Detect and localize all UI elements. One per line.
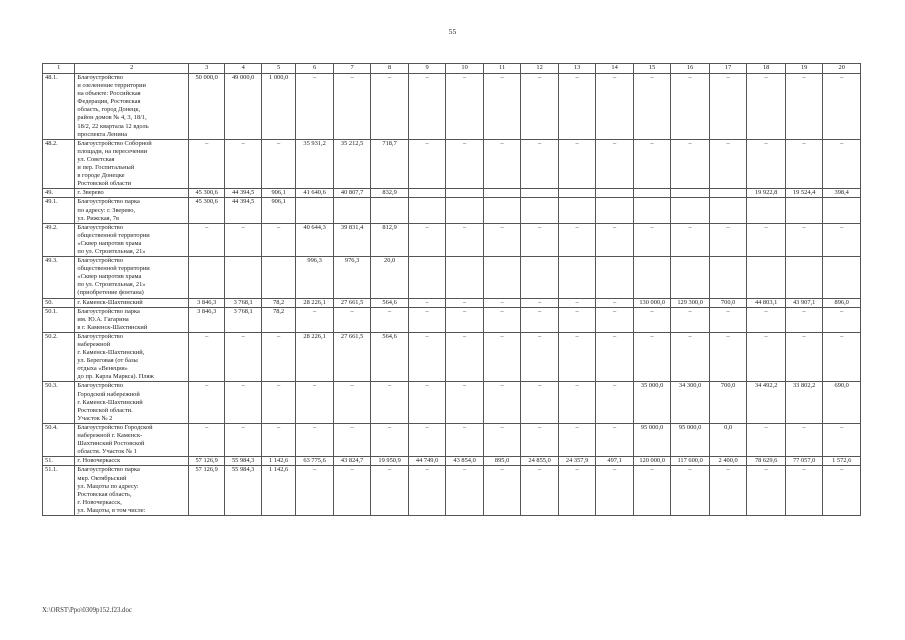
value-cell: – <box>709 74 747 140</box>
table-row <box>43 257 861 298</box>
value-cell: – <box>483 307 521 332</box>
value-cell: – <box>747 223 786 256</box>
row-number-cell: 50.3. <box>43 382 75 423</box>
table-row <box>43 198 861 223</box>
value-cell: 19 950,9 <box>371 457 409 466</box>
value-cell: – <box>671 223 710 256</box>
value-cell: – <box>446 423 484 456</box>
table-row <box>43 74 861 140</box>
value-cell: – <box>261 223 295 256</box>
value-cell: – <box>296 307 334 332</box>
value-cell: – <box>671 307 710 332</box>
row-name-cell: Благоустройство парка им. Ю.А. Гагарина в г. Каменск-Шахтинский <box>75 307 189 332</box>
row-name-cell: г. Зверево <box>75 189 189 198</box>
value-cell: – <box>446 139 484 189</box>
value-cell: – <box>596 332 634 382</box>
column-header: 2 <box>75 64 189 74</box>
value-cell: 906,1 <box>261 198 295 223</box>
value-cell: 44 394,5 <box>225 189 261 198</box>
value-cell: – <box>558 139 596 189</box>
value-cell: 2 400,0 <box>709 457 747 466</box>
value-cell: – <box>446 332 484 382</box>
value-cell <box>558 257 596 298</box>
value-cell: 40 807,7 <box>333 189 371 198</box>
value-cell: – <box>483 74 521 140</box>
value-cell: 3 846,3 <box>188 298 224 307</box>
column-header: 17 <box>709 64 747 74</box>
value-cell: – <box>483 332 521 382</box>
value-cell: – <box>747 74 786 140</box>
row-number-cell: 49. <box>43 189 75 198</box>
value-cell <box>408 257 446 298</box>
value-cell <box>408 198 446 223</box>
value-cell: 35 000,0 <box>633 382 671 423</box>
column-header: 15 <box>633 64 671 74</box>
value-cell <box>483 189 521 198</box>
value-cell: – <box>225 332 261 382</box>
value-cell: – <box>823 423 861 456</box>
table-row <box>43 223 861 256</box>
value-cell: – <box>709 466 747 516</box>
value-cell: 24 855,0 <box>521 457 559 466</box>
value-cell: – <box>408 423 446 456</box>
value-cell <box>483 257 521 298</box>
value-cell: – <box>558 382 596 423</box>
value-cell: 50 000,0 <box>188 74 224 140</box>
value-cell: – <box>261 139 295 189</box>
value-cell: – <box>446 307 484 332</box>
value-cell: 906,1 <box>261 189 295 198</box>
value-cell: – <box>596 223 634 256</box>
value-cell: – <box>709 139 747 189</box>
value-cell: 39 831,4 <box>333 223 371 256</box>
value-cell: 24 357,9 <box>558 457 596 466</box>
value-cell: – <box>709 307 747 332</box>
value-cell <box>709 189 747 198</box>
value-cell <box>671 257 710 298</box>
value-cell: 3 768,1 <box>225 298 261 307</box>
value-cell: – <box>596 466 634 516</box>
row-number-cell: 48.2. <box>43 139 75 189</box>
value-cell: – <box>521 139 559 189</box>
value-cell: – <box>521 307 559 332</box>
value-cell: 117 600,0 <box>671 457 710 466</box>
value-cell: 34 492,2 <box>747 382 786 423</box>
value-cell: – <box>785 74 823 140</box>
value-cell: – <box>261 382 295 423</box>
value-cell <box>633 198 671 223</box>
value-cell: – <box>261 332 295 382</box>
value-cell: – <box>633 139 671 189</box>
value-cell: 19 922,8 <box>747 189 786 198</box>
value-cell: – <box>446 382 484 423</box>
value-cell <box>633 257 671 298</box>
value-cell: 55 984,3 <box>225 466 261 516</box>
value-cell: – <box>296 74 334 140</box>
value-cell: 57 126,9 <box>188 457 224 466</box>
value-cell: – <box>296 423 334 456</box>
value-cell: – <box>446 223 484 256</box>
value-cell: 78 629,6 <box>747 457 786 466</box>
value-cell: 34 300,0 <box>671 382 710 423</box>
value-cell: – <box>785 423 823 456</box>
value-cell <box>521 198 559 223</box>
value-cell <box>558 198 596 223</box>
value-cell: 78,2 <box>261 298 295 307</box>
value-cell: – <box>709 223 747 256</box>
value-cell: – <box>747 139 786 189</box>
value-cell: – <box>709 332 747 382</box>
value-cell: – <box>408 74 446 140</box>
value-cell: – <box>483 466 521 516</box>
value-cell: – <box>596 298 634 307</box>
value-cell: – <box>521 223 559 256</box>
row-number-cell: 50.1. <box>43 307 75 332</box>
value-cell <box>558 189 596 198</box>
page-number: 55 <box>448 27 457 36</box>
value-cell: 895,0 <box>483 457 521 466</box>
value-cell: – <box>521 423 559 456</box>
value-cell: – <box>408 307 446 332</box>
value-cell <box>671 189 710 198</box>
value-cell: – <box>408 139 446 189</box>
value-cell: – <box>483 223 521 256</box>
value-cell: 1 142,6 <box>261 457 295 466</box>
value-cell: – <box>333 382 371 423</box>
value-cell <box>596 257 634 298</box>
value-cell: 3 768,1 <box>225 307 261 332</box>
value-cell: – <box>596 382 634 423</box>
value-cell: – <box>558 298 596 307</box>
value-cell: – <box>521 332 559 382</box>
table-row <box>43 466 861 516</box>
row-number-cell: 48.1. <box>43 74 75 140</box>
value-cell: 63 775,6 <box>296 457 334 466</box>
value-cell: 718,7 <box>371 139 409 189</box>
value-cell: – <box>225 382 261 423</box>
value-cell: 120 000,0 <box>633 457 671 466</box>
table-row <box>43 298 861 307</box>
value-cell: – <box>188 332 224 382</box>
value-cell: 44 394,5 <box>225 198 261 223</box>
value-cell <box>446 189 484 198</box>
row-name-cell: Благоустройство набережной г. Каменск-Шахтинский, ул. Береговая (от базы отдыха «Венеция» до пр. Карла Маркса). Пляж <box>75 332 189 382</box>
table-row <box>43 307 861 332</box>
value-cell: – <box>333 466 371 516</box>
column-header: 14 <box>596 64 634 74</box>
value-cell: 976,3 <box>333 257 371 298</box>
value-cell: – <box>823 223 861 256</box>
value-cell: – <box>558 423 596 456</box>
value-cell: 896,0 <box>823 298 861 307</box>
value-cell: – <box>596 74 634 140</box>
value-cell: – <box>558 466 596 516</box>
value-cell: – <box>408 298 446 307</box>
value-cell <box>521 189 559 198</box>
value-cell: – <box>333 74 371 140</box>
value-cell: – <box>747 307 786 332</box>
value-cell: – <box>823 139 861 189</box>
value-cell: – <box>408 223 446 256</box>
column-header: 3 <box>188 64 224 74</box>
value-cell: 33 802,2 <box>785 382 823 423</box>
column-header: 7 <box>333 64 371 74</box>
value-cell <box>261 257 295 298</box>
value-cell: 35 212,5 <box>333 139 371 189</box>
value-cell: – <box>596 423 634 456</box>
value-cell: – <box>671 332 710 382</box>
value-cell: 690,0 <box>823 382 861 423</box>
value-cell: – <box>225 139 261 189</box>
value-cell: – <box>558 223 596 256</box>
value-cell: – <box>371 466 409 516</box>
table-row <box>43 423 861 456</box>
value-cell: 49 000,0 <box>225 74 261 140</box>
value-cell: 44 803,1 <box>747 298 786 307</box>
value-cell <box>709 198 747 223</box>
value-cell: 43 907,1 <box>785 298 823 307</box>
value-cell: 77 057,0 <box>785 457 823 466</box>
row-name-cell: Благоустройство общественной территории «Сквер напротив храма по ул. Строительная, 21» <box>75 223 189 256</box>
value-cell: 27 661,5 <box>333 298 371 307</box>
value-cell: – <box>371 382 409 423</box>
column-header: 5 <box>261 64 295 74</box>
value-cell: – <box>483 139 521 189</box>
value-cell: – <box>596 139 634 189</box>
value-cell: – <box>483 382 521 423</box>
file-path-footer: X:\ORST\Ppo\0309p152.f23.doc <box>42 607 132 614</box>
row-name-cell: Благоустройство Городской набережной г. Каменск-Шахтинский Ростовской области. Участок № 2 <box>75 382 189 423</box>
value-cell: 19 524,4 <box>785 189 823 198</box>
value-cell <box>785 257 823 298</box>
value-cell: 3 846,3 <box>188 307 224 332</box>
value-cell: 398,4 <box>823 189 861 198</box>
value-cell: 0,0 <box>709 423 747 456</box>
value-cell: 130 000,0 <box>633 298 671 307</box>
row-name-cell: г. Каменск-Шахтинский <box>75 298 189 307</box>
column-header: 13 <box>558 64 596 74</box>
value-cell: 78,2 <box>261 307 295 332</box>
value-cell: 45 300,6 <box>188 198 224 223</box>
value-cell: – <box>747 423 786 456</box>
value-cell <box>747 198 786 223</box>
value-cell <box>225 257 261 298</box>
value-cell: – <box>633 74 671 140</box>
value-cell: 35 931,2 <box>296 139 334 189</box>
value-cell: – <box>371 307 409 332</box>
value-cell: – <box>333 423 371 456</box>
row-number-cell: 49.2. <box>43 223 75 256</box>
value-cell: – <box>785 332 823 382</box>
value-cell: – <box>558 332 596 382</box>
value-cell: – <box>633 223 671 256</box>
value-cell <box>785 198 823 223</box>
value-cell: – <box>188 139 224 189</box>
row-name-cell: г. Новочеркасск <box>75 457 189 466</box>
value-cell: – <box>371 423 409 456</box>
row-name-cell: Благоустройство общественной территории «Сквер напротив храма по ул. Строительная, 21» (приобретение фонтана) <box>75 257 189 298</box>
value-cell <box>333 198 371 223</box>
value-cell: 1 572,6 <box>823 457 861 466</box>
value-cell: – <box>596 307 634 332</box>
value-cell <box>596 198 634 223</box>
value-cell: 700,0 <box>709 382 747 423</box>
value-cell: 812,9 <box>371 223 409 256</box>
row-number-cell: 50.2. <box>43 332 75 382</box>
value-cell <box>296 198 334 223</box>
value-cell: – <box>446 466 484 516</box>
budget-table-body <box>43 64 861 516</box>
table-row <box>43 332 861 382</box>
value-cell: – <box>747 466 786 516</box>
table-row <box>43 189 861 198</box>
value-cell: 44 749,0 <box>408 457 446 466</box>
value-cell: 95 000,0 <box>633 423 671 456</box>
value-cell <box>709 257 747 298</box>
value-cell: – <box>671 466 710 516</box>
value-cell: – <box>408 382 446 423</box>
value-cell: – <box>823 307 861 332</box>
value-cell <box>446 198 484 223</box>
value-cell: – <box>333 307 371 332</box>
value-cell: 700,0 <box>709 298 747 307</box>
value-cell: 497,1 <box>596 457 634 466</box>
value-cell: 27 661,5 <box>333 332 371 382</box>
row-number-cell: 51.1. <box>43 466 75 516</box>
column-header: 18 <box>747 64 786 74</box>
value-cell: – <box>785 139 823 189</box>
value-cell: 1 142,6 <box>261 466 295 516</box>
value-cell: 95 000,0 <box>671 423 710 456</box>
value-cell: 45 300,6 <box>188 189 224 198</box>
column-header: 11 <box>483 64 521 74</box>
value-cell <box>747 257 786 298</box>
column-header: 1 <box>43 64 75 74</box>
row-name-cell: Благоустройство Городской набережной г. Каменск- Шахтинский Ростовской области. Участок № 1 <box>75 423 189 456</box>
value-cell: – <box>558 74 596 140</box>
row-name-cell: Благоустройство парка мкр. Октябрьский ул. Мацоты по адресу: Ростовская область, г. Новочеркасск, ул. Мацоты, в том числе: <box>75 466 189 516</box>
value-cell: – <box>558 307 596 332</box>
row-number-cell: 50.4. <box>43 423 75 456</box>
column-header: 6 <box>296 64 334 74</box>
row-name-cell: Благоустройство парка по адресу: г. Зверево, ул. Рижская, 7в <box>75 198 189 223</box>
value-cell: 564,6 <box>371 332 409 382</box>
column-number-row <box>43 64 861 74</box>
column-header: 4 <box>225 64 261 74</box>
value-cell: 41 640,6 <box>296 189 334 198</box>
value-cell: – <box>296 466 334 516</box>
value-cell: – <box>188 423 224 456</box>
value-cell: – <box>261 423 295 456</box>
value-cell: 43 854,0 <box>446 457 484 466</box>
value-cell: – <box>785 223 823 256</box>
row-name-cell: Благоустройство и озеленение территории на объекте: Российская Федерация, Ростовская область, город Донецк, район домов № 4, 3, 18/1, 18/2, 22 квартала 12 вдоль проспекта Ленина <box>75 74 189 140</box>
value-cell <box>823 198 861 223</box>
value-cell: 57 126,9 <box>188 466 224 516</box>
value-cell: – <box>371 74 409 140</box>
value-cell: – <box>785 466 823 516</box>
value-cell: 40 644,3 <box>296 223 334 256</box>
value-cell: – <box>785 307 823 332</box>
table-row <box>43 382 861 423</box>
value-cell: – <box>521 382 559 423</box>
row-name-cell: Благоустройство Соборной площади, на пересечении ул. Советская и пер. Госпитальный в городе Донецке Ростовской области <box>75 139 189 189</box>
column-header: 16 <box>671 64 710 74</box>
value-cell: – <box>188 223 224 256</box>
value-cell: – <box>483 423 521 456</box>
value-cell: – <box>408 332 446 382</box>
value-cell: 20,0 <box>371 257 409 298</box>
value-cell: – <box>296 382 334 423</box>
value-cell: 996,3 <box>296 257 334 298</box>
value-cell <box>371 198 409 223</box>
value-cell: – <box>521 74 559 140</box>
value-cell: 1 000,0 <box>261 74 295 140</box>
value-cell <box>671 198 710 223</box>
row-number-cell: 49.3. <box>43 257 75 298</box>
value-cell: – <box>747 332 786 382</box>
value-cell <box>483 198 521 223</box>
value-cell: 832,9 <box>371 189 409 198</box>
column-header: 12 <box>521 64 559 74</box>
value-cell: – <box>483 298 521 307</box>
row-number-cell: 49.1. <box>43 198 75 223</box>
value-cell: – <box>225 423 261 456</box>
value-cell: – <box>823 332 861 382</box>
value-cell: – <box>671 74 710 140</box>
value-cell <box>446 257 484 298</box>
table-row <box>43 457 861 466</box>
value-cell: – <box>671 139 710 189</box>
value-cell: – <box>521 466 559 516</box>
value-cell <box>596 189 634 198</box>
value-cell: 43 824,7 <box>333 457 371 466</box>
value-cell: – <box>408 466 446 516</box>
value-cell: – <box>823 74 861 140</box>
value-cell <box>633 189 671 198</box>
value-cell: – <box>633 466 671 516</box>
value-cell: – <box>446 298 484 307</box>
value-cell: 28 226,1 <box>296 298 334 307</box>
row-number-cell: 51. <box>43 457 75 466</box>
value-cell: 129 300,0 <box>671 298 710 307</box>
value-cell <box>521 257 559 298</box>
column-header: 10 <box>446 64 484 74</box>
value-cell: – <box>225 223 261 256</box>
value-cell: – <box>188 382 224 423</box>
value-cell: 55 984,3 <box>225 457 261 466</box>
value-cell: – <box>823 466 861 516</box>
column-header: 8 <box>371 64 409 74</box>
value-cell <box>408 189 446 198</box>
column-header: 19 <box>785 64 823 74</box>
table-row <box>43 139 861 189</box>
value-cell <box>188 257 224 298</box>
value-cell <box>823 257 861 298</box>
budget-table <box>42 63 861 516</box>
value-cell: – <box>633 307 671 332</box>
column-header: 20 <box>823 64 861 74</box>
value-cell: 28 226,1 <box>296 332 334 382</box>
row-number-cell: 50. <box>43 298 75 307</box>
value-cell: – <box>633 332 671 382</box>
value-cell: – <box>446 74 484 140</box>
value-cell: 564,6 <box>371 298 409 307</box>
column-header: 9 <box>408 64 446 74</box>
value-cell: – <box>521 298 559 307</box>
